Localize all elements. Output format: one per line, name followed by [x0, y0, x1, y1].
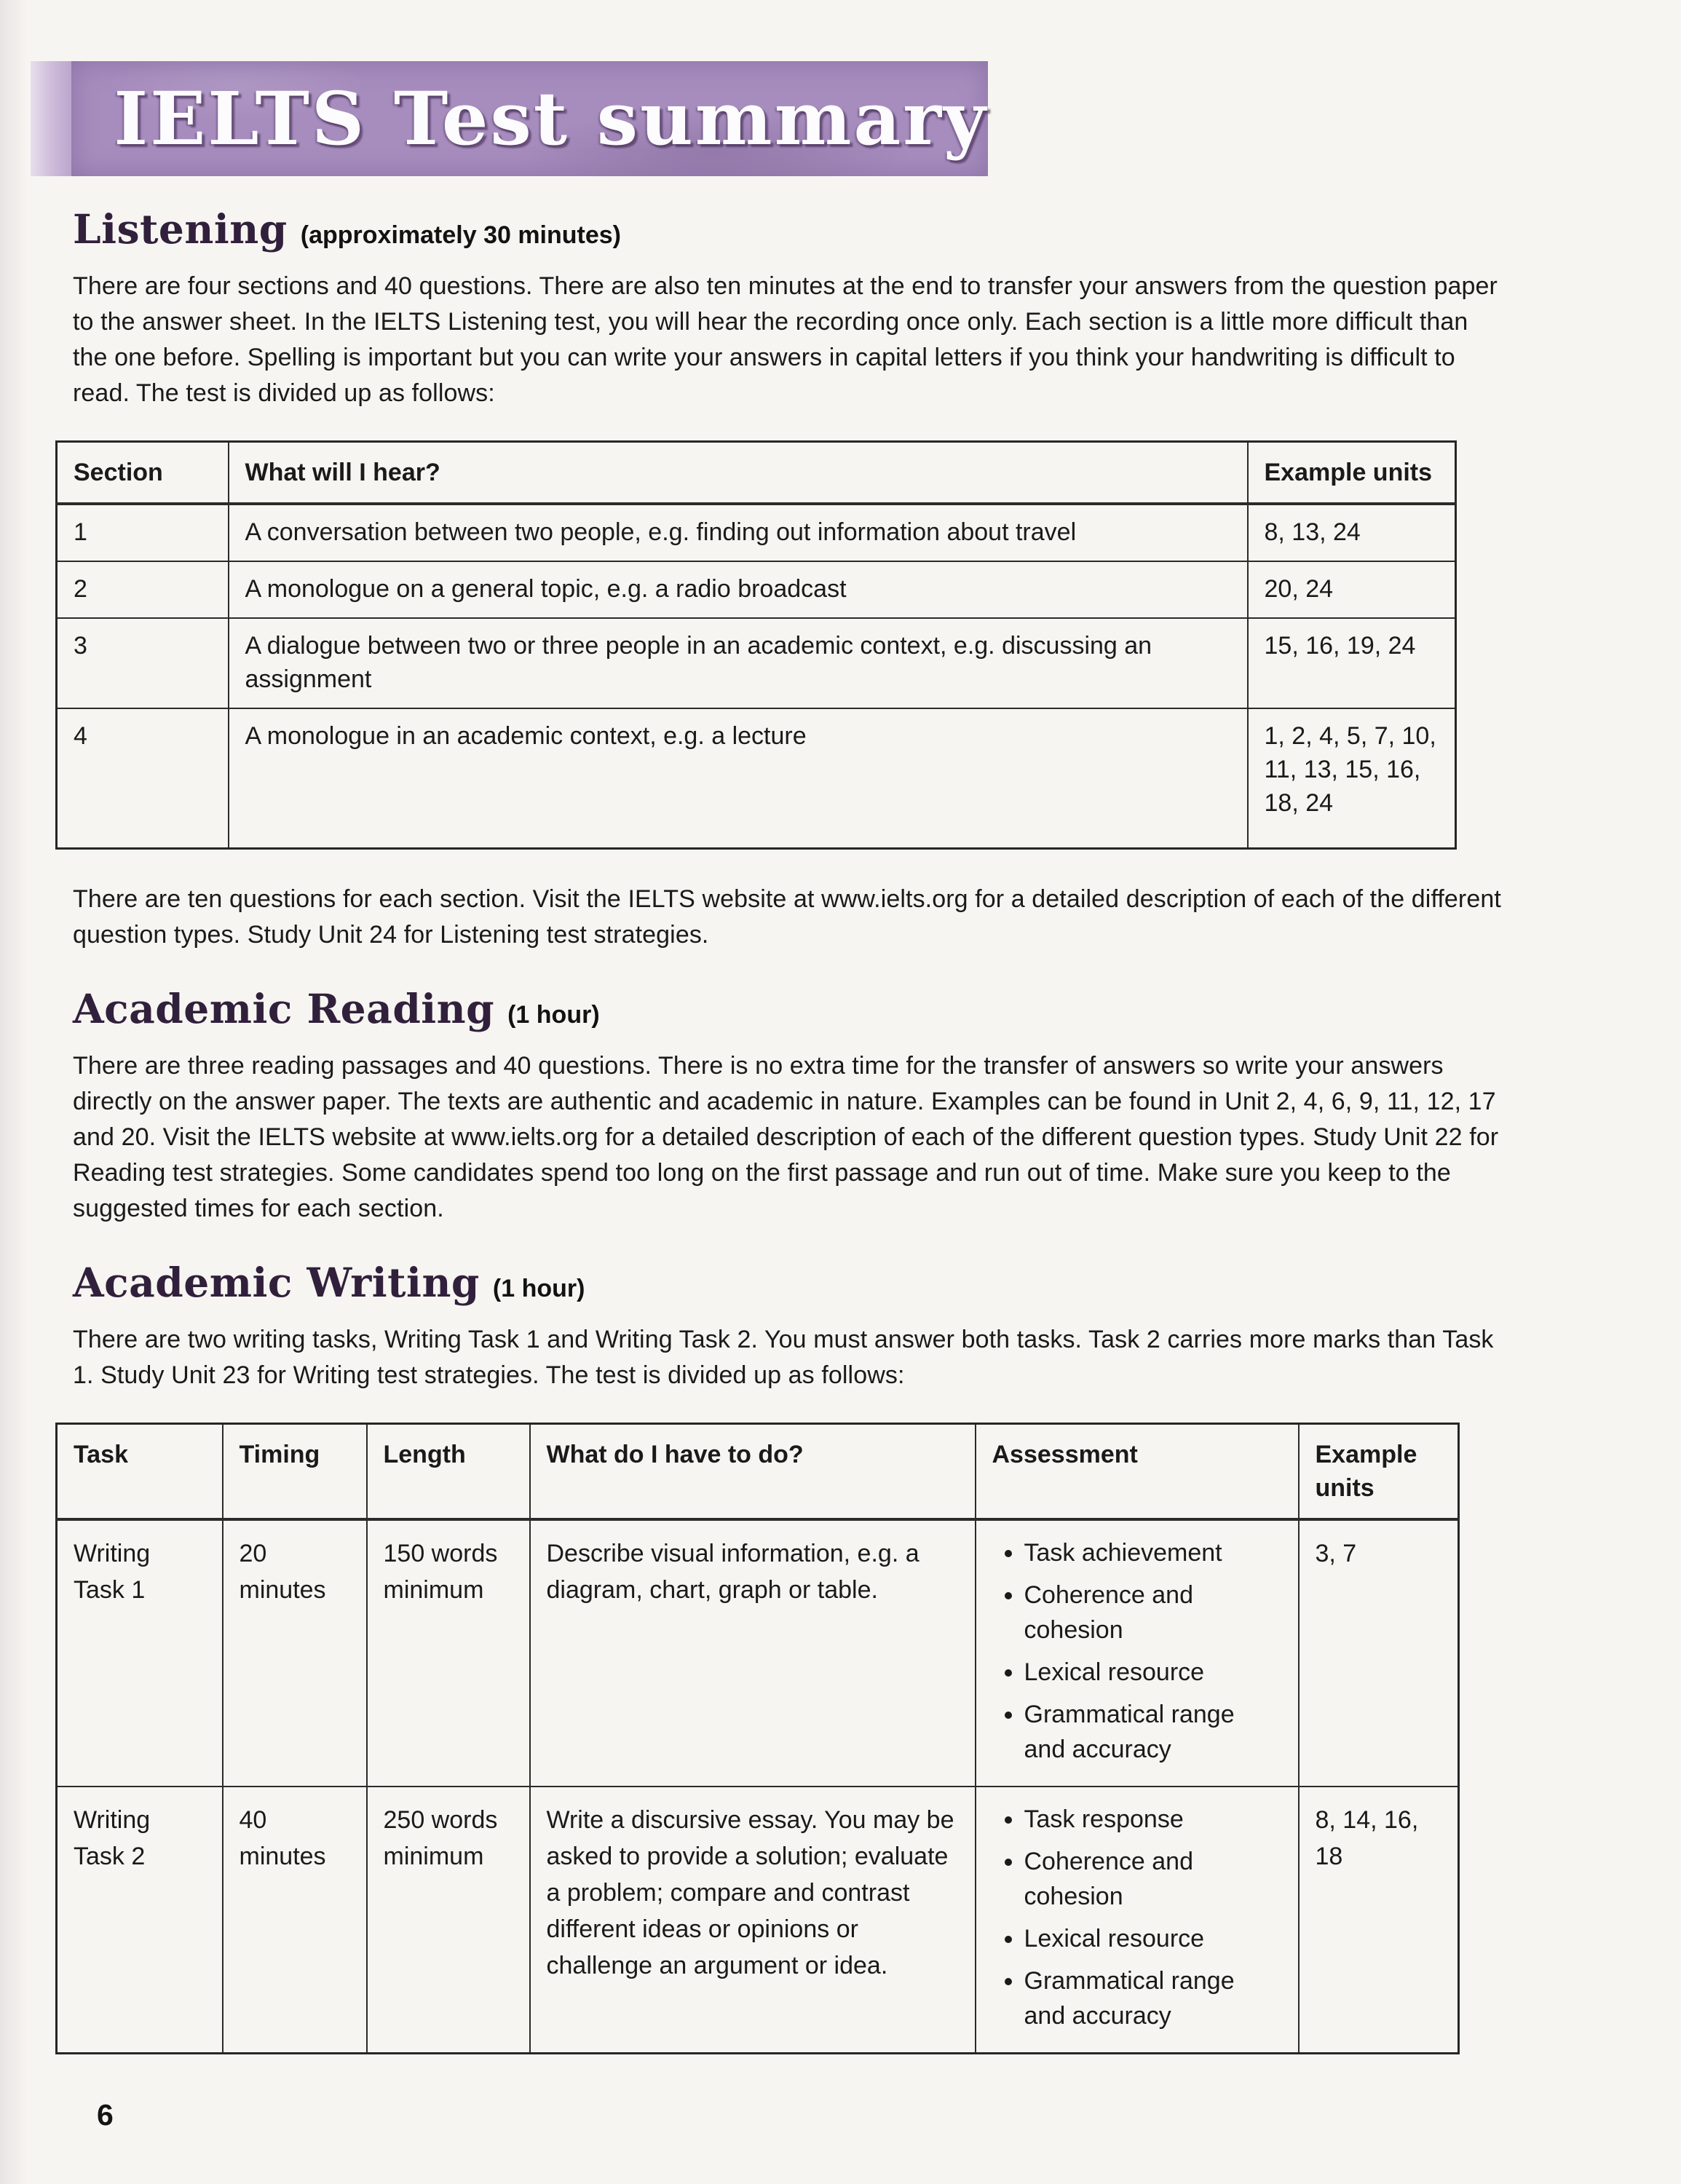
listening-title: Listening: [73, 205, 288, 253]
listening-table-header-row: [57, 442, 1456, 505]
assessment-list: [992, 1802, 1282, 2033]
table-row: [57, 618, 1456, 708]
assessment-item: • Task response: [1024, 1802, 1282, 1837]
writing-table: [55, 1423, 1460, 2054]
cell-section: 2: [57, 561, 229, 618]
assessment-item: • Coherence and cohesion: [1024, 1578, 1282, 1647]
cell-timing: 20 minutes: [223, 1519, 367, 1787]
page-title: IELTS Test summary: [114, 76, 988, 162]
cell-units: 20, 24: [1248, 561, 1456, 618]
cell-task: Writing Task 2: [57, 1787, 223, 2054]
assessment-item: • Grammatical range and accuracy: [1024, 1697, 1282, 1767]
cell-length: 150 words minimum: [367, 1519, 530, 1787]
assessment-item: • Lexical resource: [1024, 1921, 1282, 1956]
section-academic-writing: [73, 1259, 1518, 2054]
col-header-assessment: Assessment: [976, 1424, 1299, 1520]
listening-table: [55, 440, 1457, 850]
cell-what: A monologue on a general topic, e.g. a radio broadcast: [229, 561, 1248, 618]
col-header-what-to-do: What do I have to do?: [530, 1424, 976, 1520]
col-header-length: Length: [367, 1424, 530, 1520]
writing-heading: [73, 1259, 1518, 1306]
cell-units: 8, 13, 24: [1248, 504, 1456, 561]
cell-timing: 40 minutes: [223, 1787, 367, 2054]
assessment-item: • Coherence and cohesion: [1024, 1844, 1282, 1914]
table-row: [57, 504, 1456, 561]
section-academic-reading: [73, 985, 1518, 1227]
reading-paragraph: There are three reading passages and 40 questions. There is no extra time for the transfer of answers so write your answers directly on the answer paper. The texts are authentic and academic in nature. Examples can be found in Unit 2, 4, 6, 9, 11, 12, 17 and 20. Visit the IELTS website at www.ielts.org for a detailed description of each of the different question types. Study Unit 22 for Reading test strategies. Some candidates spend too long on the first passage and run out of time. Make sure you keep to the suggested times for each section.: [73, 1052, 1499, 1222]
cell-what: A conversation between two people, e.g. finding out information about travel: [229, 504, 1248, 561]
cell-assessment: [976, 1787, 1299, 2054]
banner-accent-stripe: [31, 61, 71, 176]
page-number: 6: [97, 2098, 114, 2132]
listening-heading: [73, 205, 1518, 253]
cell-units: 15, 16, 19, 24: [1248, 618, 1456, 708]
col-header-example-units: Example units: [1248, 442, 1456, 505]
col-header-what-will-i-hear: What will I hear?: [229, 442, 1248, 505]
page-content: [73, 205, 1518, 2086]
cell-what: Write a discursive essay. You may be asked to provide a solution; evaluate a problem; compare and contrast different ideas or opinions or challenge an argument or idea.: [530, 1787, 976, 2054]
table-row: [57, 1519, 1459, 1787]
cell-units: 3, 7: [1299, 1519, 1459, 1787]
reading-title: Academic Reading: [73, 985, 495, 1032]
cell-section: 4: [57, 708, 229, 849]
listening-intro-paragraph: There are four sections and 40 questions. There are also ten minutes at the end to transfer your answers from the question paper to the answer sheet. In the IELTS Listening test, you will hear the recording once only. Each section is a little more difficult than the one before. Spelling is important but you can write your answers in capital letters if you think your handwriting is difficult to read. The test is divided up as follows:: [73, 272, 1498, 407]
col-header-example-units: Example units: [1299, 1424, 1459, 1520]
assessment-item: • Grammatical range and accuracy: [1024, 1963, 1282, 2033]
reading-duration: (1 hour): [507, 1001, 600, 1029]
table-row: [57, 1787, 1459, 2054]
table-row: [57, 708, 1456, 849]
cell-what: Describe visual information, e.g. a diagram, chart, graph or table.: [530, 1519, 976, 1787]
assessment-item: • Task achievement: [1024, 1535, 1282, 1570]
cell-units: 1, 2, 4, 5, 7, 10, 11, 13, 15, 16, 18, 24: [1248, 708, 1456, 849]
section-listening: [73, 205, 1518, 953]
writing-title: Academic Writing: [73, 1259, 480, 1306]
table-row: [57, 561, 1456, 618]
cell-what: A dialogue between two or three people in an academic context, e.g. discussing an assignment: [229, 618, 1248, 708]
cell-units: 8, 14, 16, 18: [1299, 1787, 1459, 2054]
page-banner: [31, 61, 988, 176]
banner-background: [71, 61, 988, 176]
listening-outro-paragraph: There are ten questions for each section. Visit the IELTS website at www.ielts.org for a detailed description of each of the different question types. Study Unit 24 for Listening test strategies.: [73, 885, 1501, 949]
writing-table-header-row: [57, 1424, 1459, 1520]
writing-paragraph: There are two writing tasks, Writing Task 1 and Writing Task 2. You must answer both tasks. Task 2 carries more marks than Task 1. Study Unit 23 for Writing test strategies. The test is divided up as follows:: [73, 1326, 1494, 1389]
cell-assessment: [976, 1519, 1299, 1787]
listening-duration: (approximately 30 minutes): [300, 221, 622, 249]
assessment-item: • Lexical resource: [1024, 1655, 1282, 1690]
col-header-task: Task: [57, 1424, 223, 1520]
assessment-list: [992, 1535, 1282, 1767]
cell-what: A monologue in an academic context, e.g. a lecture: [229, 708, 1248, 849]
reading-heading: [73, 985, 1518, 1032]
cell-length: 250 words minimum: [367, 1787, 530, 2054]
cell-section: 1: [57, 504, 229, 561]
col-header-timing: Timing: [223, 1424, 367, 1520]
cell-task: Writing Task 1: [57, 1519, 223, 1787]
writing-duration: (1 hour): [492, 1275, 585, 1302]
col-header-section: Section: [57, 442, 229, 505]
cell-section: 3: [57, 618, 229, 708]
